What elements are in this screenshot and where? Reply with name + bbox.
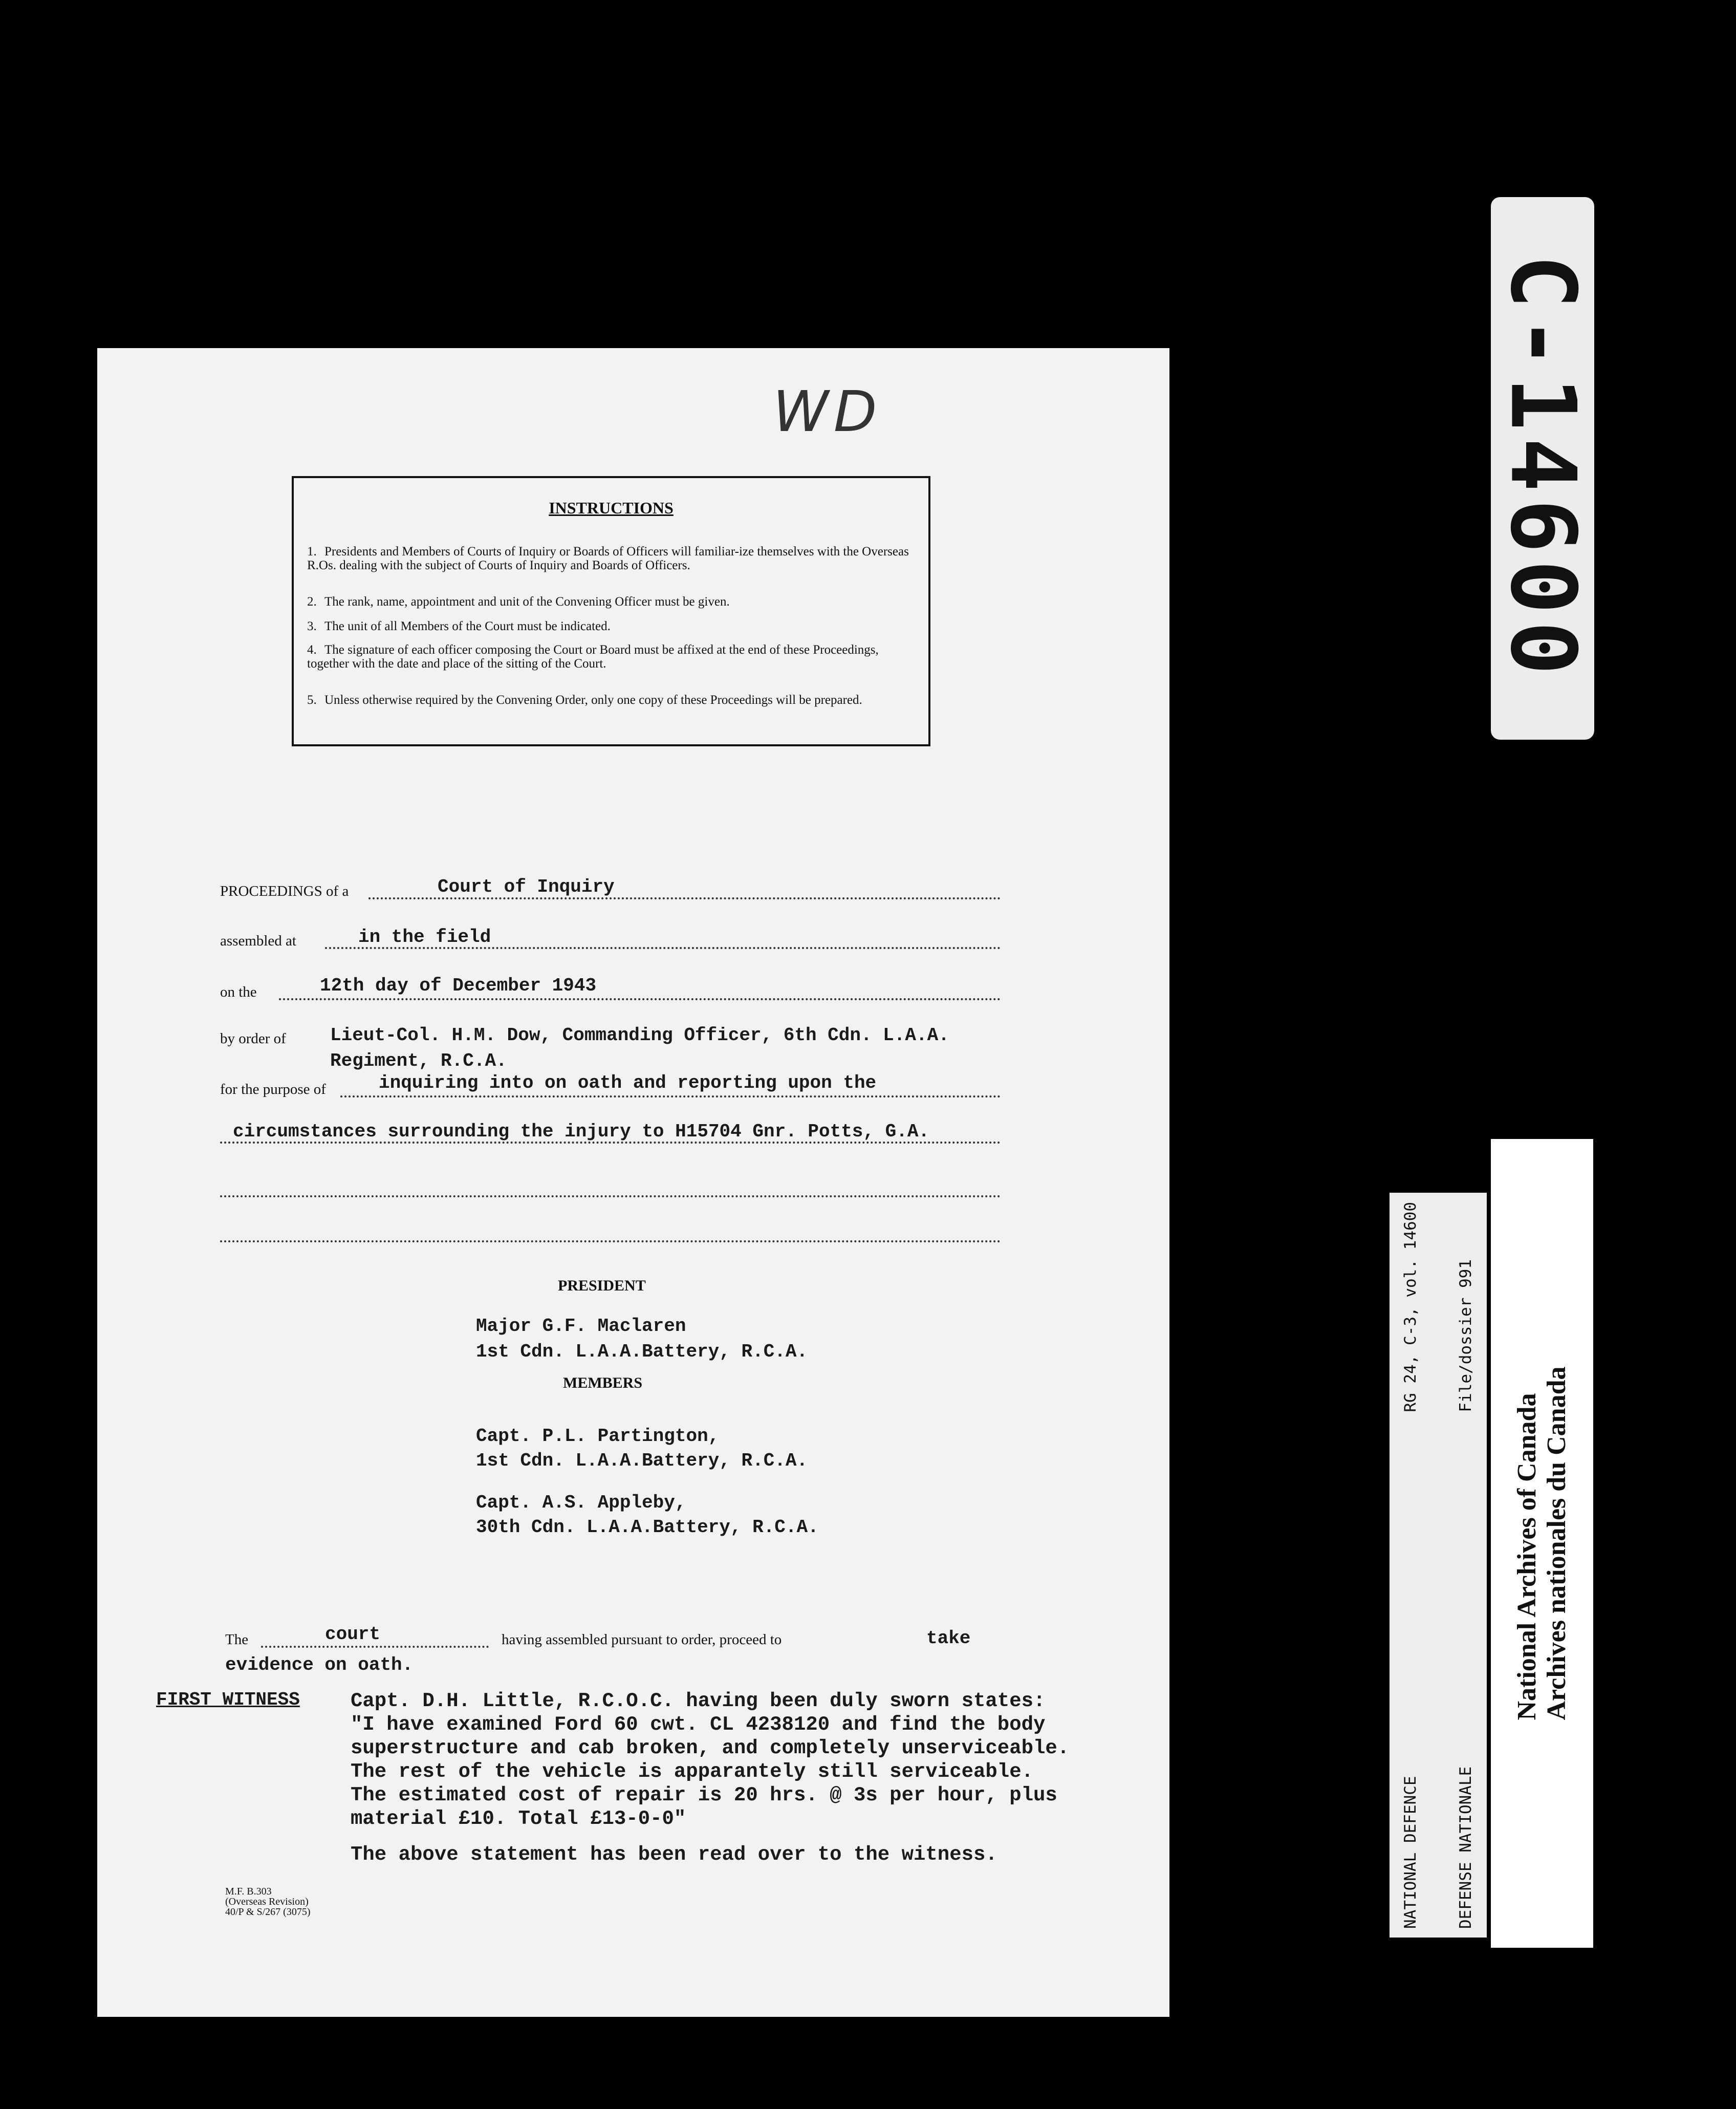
member-unit: 1st Cdn. L.A.A.Battery, R.C.A. <box>476 1450 808 1471</box>
instruction-number: 5. <box>307 693 317 707</box>
order-value-line2: Regiment, R.C.A. <box>330 1050 507 1071</box>
instruction-text: The rank, name, appointment and unit of the Convening Officer must be given. <box>324 595 730 609</box>
instruction-text: Unless otherwise required by the Convening Order, only one copy of these Proceedings will be prepared. <box>324 693 862 707</box>
record-group: RG 24, C-3, vol. 14600 <box>1401 1201 1420 1412</box>
witness-line: The estimated cost of repair is 20 hrs. @ 3s per hour, plus <box>351 1784 1057 1806</box>
proceedings-label: PROCEEDINGS of a <box>220 883 349 899</box>
date-value: 12th day of December 1943 <box>320 975 597 996</box>
order-value-line1: Lieut-Col. H.M. Dow, Commanding Officer, 6th Cdn. L.A.A. <box>330 1025 949 1046</box>
dotted-line <box>220 1228 1001 1242</box>
archive-name-label <box>1491 1139 1593 1948</box>
purpose-value-line2: circumstances surrounding the injury to H15704 Gnr. Potts, G.A. <box>233 1121 930 1142</box>
witness-closing: The above statement has been read over to the witness. <box>351 1843 997 1866</box>
form-code <box>225 1886 311 1917</box>
assembly-text: having assembled pursuant to order, proceed to <box>502 1631 782 1648</box>
witness-line: The rest of the vehicle is apparantely still serviceable. <box>351 1760 1034 1783</box>
dotted-line <box>220 1182 1001 1197</box>
instruction-item <box>307 643 911 671</box>
instruction-text: The unit of all Members of the Court must be indicated. <box>324 619 611 633</box>
archive-reference-label <box>1390 1193 1487 1938</box>
member-name: Capt. A.S. Appleby, <box>476 1492 686 1513</box>
court-value: court <box>325 1624 381 1645</box>
form-code-line: M.F. B.303 <box>225 1886 272 1897</box>
form-code-line: 40/P & S/267 (3075) <box>225 1906 311 1918</box>
assembled-label: assembled at <box>220 933 296 949</box>
reel-number-strip <box>1491 197 1594 740</box>
president-name: Major G.F. Maclaren <box>476 1316 686 1337</box>
the-label: The <box>225 1631 249 1648</box>
on-label: on the <box>220 984 257 1000</box>
archive-name-text <box>1512 1366 1572 1720</box>
members-heading: MEMBERS <box>563 1374 643 1391</box>
archive-name-fr: Archives nationales du Canada <box>1542 1366 1571 1720</box>
purpose-label: for the purpose of <box>220 1081 326 1097</box>
instructions-title: INSTRUCTIONS <box>549 499 674 517</box>
member-name: Capt. P.L. Partington, <box>476 1426 720 1447</box>
first-witness-label: FIRST WITNESS <box>156 1689 300 1710</box>
take-text: take <box>926 1628 971 1649</box>
instructions-box <box>292 476 930 746</box>
archive-name-en: National Archives of Canada <box>1512 1393 1542 1720</box>
instruction-number: 2. <box>307 595 317 609</box>
reel-number: C-14600 <box>1490 254 1595 682</box>
witness-line: Capt. D.H. Little, R.C.O.C. having been duly sworn states: <box>351 1690 1046 1712</box>
instruction-number: 1. <box>307 545 317 558</box>
member-unit: 30th Cdn. L.A.A.Battery, R.C.A. <box>476 1517 819 1538</box>
order-label: by order of <box>220 1030 286 1047</box>
witness-line: superstructure and cab broken, and completely unserviceable. <box>351 1737 1070 1759</box>
instruction-number: 3. <box>307 619 317 633</box>
form-code-line: (Overseas Revision) <box>225 1896 309 1907</box>
witness-line: "I have examined Ford 60 cwt. CL 4238120 and find the body <box>351 1713 1046 1736</box>
instruction-text: Presidents and Members of Courts of Inquiry or Boards of Officers will familiar-ize themselves with the Overseas R.Os. dealing with the subject of Courts of Inquiry and Boards of Officers. <box>307 545 909 572</box>
dept-en: NATIONAL DEFENCE <box>1401 1775 1420 1929</box>
instruction-number: 4. <box>307 643 317 657</box>
file-number: File/dossier 991 <box>1457 1259 1475 1412</box>
president-heading: PRESIDENT <box>558 1277 646 1294</box>
instruction-text: The signature of each officer composing the Court or Board must be affixed at the end of these Proceedings, together with the date and place of the sitting of the Court. <box>307 643 879 671</box>
assembled-value: in the field <box>358 927 491 948</box>
assembly-line2: evidence on oath. <box>225 1654 414 1675</box>
witness-line: material £10. Total £13-0-0" <box>351 1807 686 1830</box>
instruction-item <box>307 619 911 633</box>
proceedings-value: Court of Inquiry <box>438 876 615 897</box>
purpose-value-line1: inquiring into on oath and reporting upon the <box>379 1072 877 1093</box>
instruction-item <box>307 595 911 609</box>
president-unit: 1st Cdn. L.A.A.Battery, R.C.A. <box>476 1341 808 1362</box>
handwritten-mark: WD <box>773 379 882 444</box>
instruction-item <box>307 545 911 572</box>
dept-fr: DEFENSE NATIONALE <box>1457 1766 1475 1929</box>
instruction-item <box>307 693 911 707</box>
